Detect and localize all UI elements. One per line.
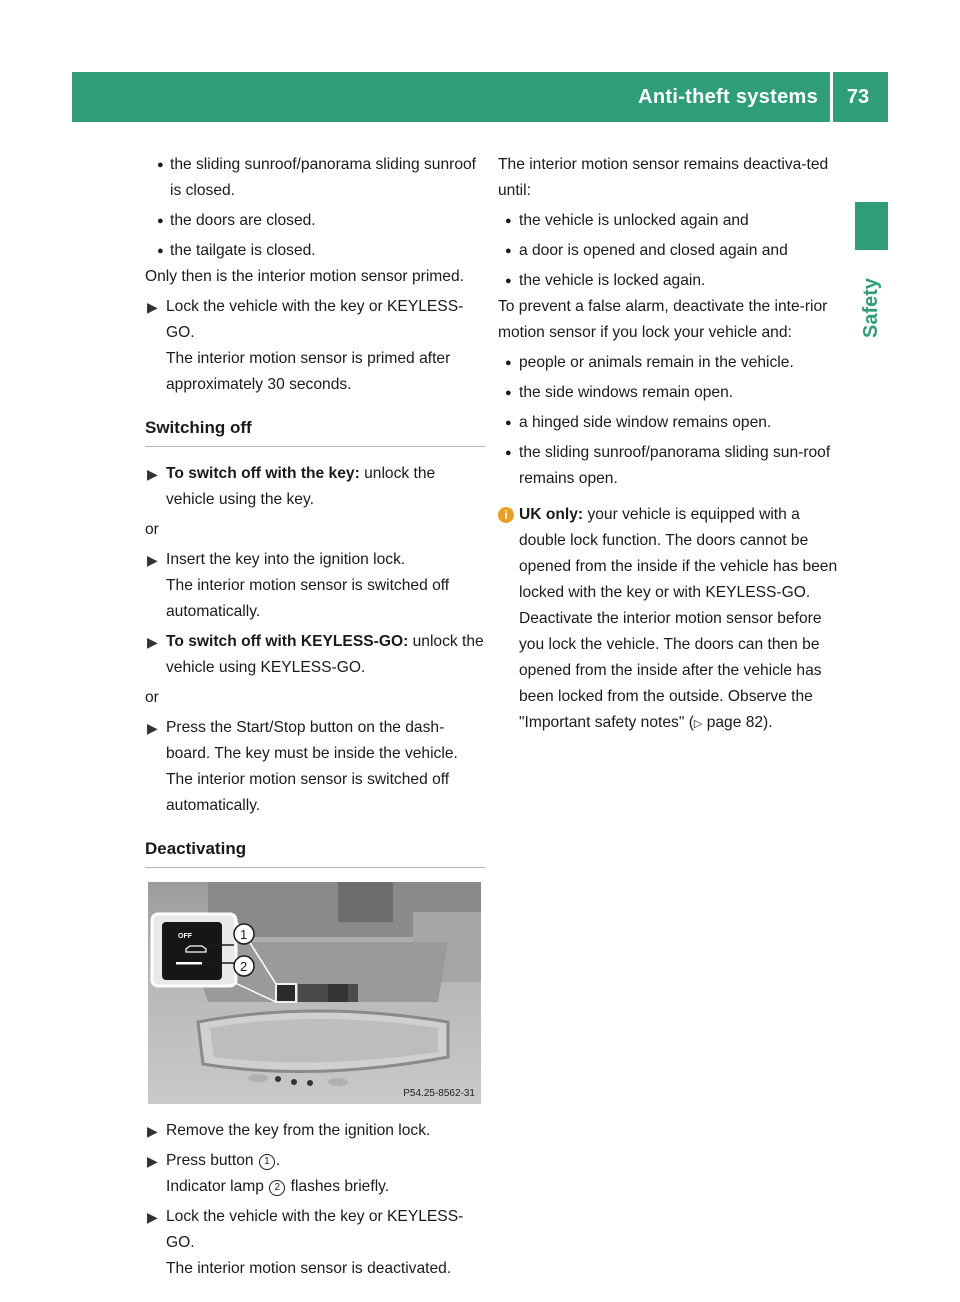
body-text: To prevent a false alarm, deactivate the inte-rior motion sensor if you lock your vehicle and: bbox=[498, 298, 828, 341]
instruction-step: ▶ To switch off with KEYLESS-GO: unlock the vehicle using KEYLESS-GO. bbox=[145, 629, 485, 681]
bullet-icon: ● bbox=[505, 245, 512, 257]
overhead-control-figure bbox=[148, 882, 481, 1104]
arrow-icon: ▶ bbox=[147, 299, 158, 315]
callout-1: 1 bbox=[240, 927, 248, 942]
page-ref-arrow-icon: ▷ bbox=[693, 718, 703, 730]
result-text: The interior motion sensor is primed after approximately 30 seconds. bbox=[166, 350, 451, 393]
bullet-icon: ● bbox=[505, 447, 512, 459]
info-note: i UK only: your vehicle is equipped with a double lock function. The doors cannot be opened from the inside if the vehicle has been locked with the key or with KEYLESS-GO. Deactivate the interior motion sensor before you lock the vehicle. The doors can then be opened from the inside after the vehicle has been locked from the outside. Observe the "Important safety notes" (▷ page 82). bbox=[498, 502, 843, 737]
body-text: The interior motion sensor remains deactiva-ted until: bbox=[498, 156, 829, 199]
arrow-icon: ▶ bbox=[147, 466, 158, 482]
arrow-icon: ▶ bbox=[147, 1153, 158, 1169]
instruction-step: ▶ Lock the vehicle with the key or KEYLESS-GO. bbox=[145, 294, 485, 346]
result-text: The interior motion sensor is switched off automatically. bbox=[166, 771, 450, 814]
result-text: Indicator lamp 2 flashes briefly. bbox=[166, 1178, 390, 1195]
list-item: ● the tailgate is closed. bbox=[145, 238, 485, 264]
list-item: ● the vehicle is locked again. bbox=[498, 268, 843, 294]
section-marker bbox=[855, 202, 888, 250]
bullet-icon: ● bbox=[505, 215, 512, 227]
button-panel bbox=[162, 922, 222, 980]
instruction-step: ▶ Lock the vehicle with the key or KEYLESS-GO. bbox=[145, 1204, 485, 1256]
bullet-icon: ● bbox=[157, 245, 164, 257]
callout-ref-1: 1 bbox=[259, 1154, 275, 1170]
list-item: ● people or animals remain in the vehicle. bbox=[498, 350, 843, 376]
page-number: 73 bbox=[846, 86, 870, 108]
off-label: OFF bbox=[178, 933, 192, 940]
indicator-lamp bbox=[176, 962, 202, 965]
list-item: ● the sliding sunroof/panorama sliding sun-roof remains open. bbox=[498, 440, 843, 492]
result-text: The interior motion sensor is deactivated. bbox=[166, 1260, 452, 1277]
instruction-step: ▶ Remove the key from the ignition lock. bbox=[145, 1118, 485, 1144]
bullet-icon: ● bbox=[505, 387, 512, 399]
header-separator bbox=[830, 72, 833, 122]
or-text: or bbox=[145, 689, 159, 706]
list-item: ● the doors are closed. bbox=[145, 208, 485, 234]
list-item: ● the vehicle is unlocked again and bbox=[498, 208, 843, 234]
arrow-icon: ▶ bbox=[147, 552, 158, 568]
page-title: Anti-theft systems bbox=[638, 86, 818, 108]
section-tab: Safety bbox=[860, 277, 882, 338]
list-item: ● a hinged side window remains open. bbox=[498, 410, 843, 436]
instruction-step: ▶ Press button 1 . bbox=[145, 1148, 485, 1174]
callout-ref-2: 2 bbox=[269, 1180, 285, 1196]
or-text: or bbox=[145, 521, 159, 538]
instruction-step: ▶ To switch off with the key: unlock the vehicle using the key. bbox=[145, 461, 485, 513]
right-column bbox=[498, 152, 843, 737]
arrow-icon: ▶ bbox=[147, 720, 158, 736]
page-reference[interactable]: page 82). bbox=[702, 714, 773, 731]
instruction-step: ▶ Press the Start/Stop button on the dash-board. The key must be inside the vehicle. bbox=[145, 715, 485, 767]
list-item: ● a door is opened and closed again and bbox=[498, 238, 843, 264]
arrow-icon: ▶ bbox=[147, 1123, 158, 1139]
bullet-icon: ● bbox=[505, 357, 512, 369]
left-column bbox=[145, 152, 485, 1282]
body-text: Only then is the interior motion sensor primed. bbox=[145, 268, 464, 285]
section-heading: Deactivating bbox=[145, 819, 485, 868]
callout-2: 2 bbox=[240, 959, 248, 974]
overhead-panel-illustration bbox=[148, 882, 481, 1104]
section-heading: Switching off bbox=[145, 398, 485, 447]
bullet-icon: ● bbox=[157, 159, 164, 171]
bullet-icon: ● bbox=[505, 275, 512, 287]
result-text: The interior motion sensor is switched off automatically. bbox=[166, 577, 450, 620]
figure-code: P54.25-8562-31 bbox=[403, 1088, 475, 1099]
list-item: ● the side windows remain open. bbox=[498, 380, 843, 406]
bullet-icon: ● bbox=[505, 417, 512, 429]
list-item: ● the sliding sunroof/panorama sliding sunroof is closed. bbox=[145, 152, 485, 204]
bullet-icon: ● bbox=[157, 215, 164, 227]
arrow-icon: ▶ bbox=[147, 634, 158, 650]
arrow-icon: ▶ bbox=[147, 1209, 158, 1225]
instruction-step: ▶ Insert the key into the ignition lock. bbox=[145, 547, 485, 573]
info-icon: i bbox=[498, 507, 514, 523]
